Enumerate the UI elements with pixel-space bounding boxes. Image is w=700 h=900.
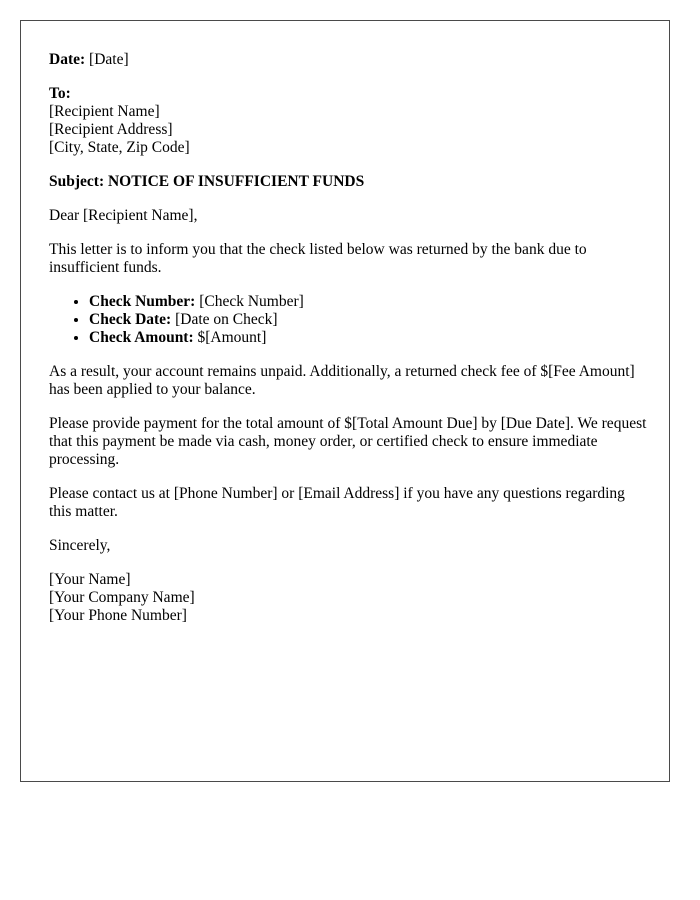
intro-paragraph: This letter is to inform you that the check listed below was returned by the bank due to insufficient funds.: [49, 241, 587, 276]
letter-page: [20, 20, 670, 782]
check-date-label: Check Date:: [89, 311, 172, 328]
check-number-label: Check Number:: [89, 293, 196, 310]
recipient-name: [Recipient Name]: [49, 103, 160, 120]
subject-line: Subject: NOTICE OF INSUFFICIENT FUNDS: [49, 173, 365, 190]
check-date-value: [Date on Check]: [175, 311, 278, 328]
fee-paragraph: As a result, your account remains unpaid. Additionally, a returned check fee of $[Fee Amount] has been applied to your balance.: [49, 363, 635, 398]
sender-phone: [Your Phone Number]: [49, 607, 187, 624]
to-label: To:: [49, 85, 71, 102]
recipient-city: [City, State, Zip Code]: [49, 139, 190, 156]
date-label: Date:: [49, 51, 86, 68]
date-line: [49, 51, 649, 69]
list-item: [89, 311, 649, 329]
list-item: [89, 329, 649, 347]
contact-paragraph: Please contact us at [Phone Number] or [Email Address] if you have any questions regarding this matter.: [49, 485, 625, 520]
closing: Sincerely,: [49, 537, 111, 554]
check-amount-value: $[Amount]: [197, 329, 267, 346]
list-item: [89, 293, 649, 311]
check-amount-label: Check Amount:: [89, 329, 194, 346]
date-value: [Date]: [89, 51, 129, 68]
greeting: Dear [Recipient Name],: [49, 207, 198, 224]
payment-paragraph: Please provide payment for the total amount of $[Total Amount Due] by [Due Date]. We request that this payment be made via cash, money order, or certified check to ensure immediate processing.: [49, 415, 647, 468]
sender-company: [Your Company Name]: [49, 589, 195, 606]
check-number-value: [Check Number]: [199, 293, 304, 310]
recipient-block: [49, 85, 649, 157]
sender-name: [Your Name]: [49, 571, 131, 588]
signature-block: [49, 571, 649, 625]
recipient-address: [Recipient Address]: [49, 121, 173, 138]
check-details-list: [49, 293, 649, 347]
